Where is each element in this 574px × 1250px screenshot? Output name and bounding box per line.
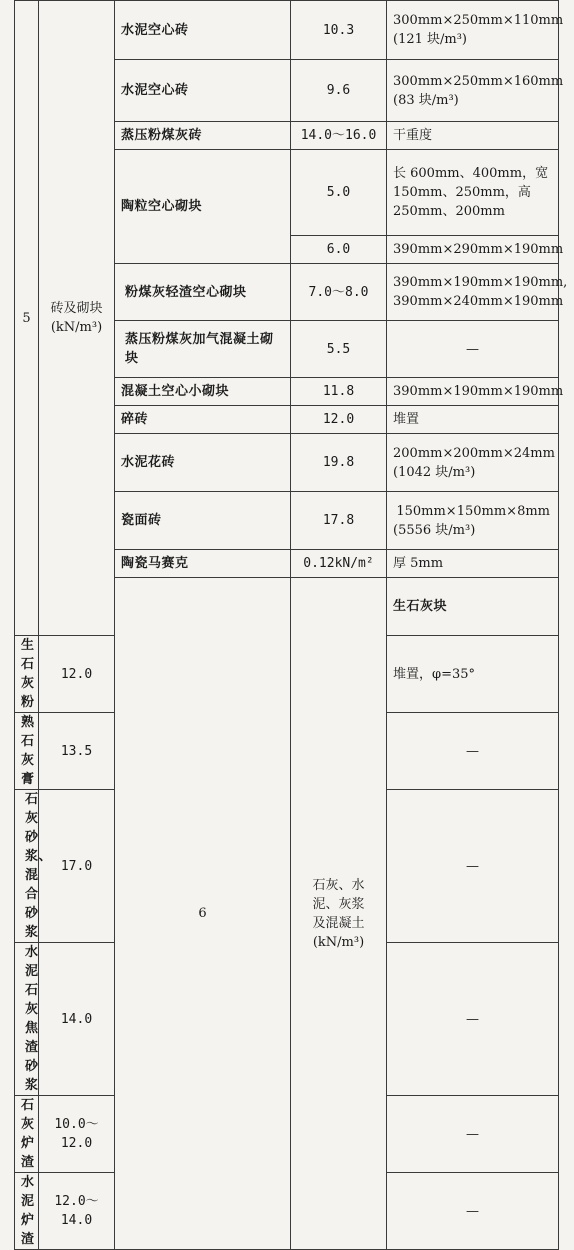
weight-value: 5.5 <box>291 321 387 378</box>
remark: 300mm×250mm×110mm (121 块/m³) <box>387 1 559 60</box>
material-name: 碎砖 <box>115 406 291 434</box>
remark: 300mm×250mm×160mm (83 块/m³) <box>387 60 559 122</box>
material-name: 水泥空心砖 <box>115 1 291 60</box>
table-row <box>15 1 559 60</box>
group-number: 5 <box>15 1 39 636</box>
remark: — <box>387 943 559 1096</box>
remark: — <box>387 1173 559 1250</box>
material-name: 蒸压粉煤灰砖 <box>115 122 291 150</box>
weight-value: 13.5 <box>39 713 115 790</box>
material-name: 石灰砂浆、混合砂浆 <box>15 790 39 943</box>
weight-value: 5.0 <box>291 150 387 236</box>
material-name: 粉煤灰轻渣空心砌块 <box>115 264 291 321</box>
remark: 390mm×190mm×190mm, 390mm×240mm×190mm <box>387 264 559 321</box>
remark: 200mm×200mm×24mm (1042 块/m³) <box>387 434 559 492</box>
remark: 干重度 <box>387 122 559 150</box>
remark: — <box>387 321 559 378</box>
weight-value: 14.0～16.0 <box>291 122 387 150</box>
weight-value: 12.0 <box>291 406 387 434</box>
weight-value: 11.8 <box>291 378 387 406</box>
material-name: 熟石灰膏 <box>15 713 39 790</box>
material-weight-table <box>14 0 568 1250</box>
material-name: 陶瓷马赛克 <box>115 550 291 578</box>
weight-value: 10.0～12.0 <box>39 1096 115 1173</box>
remark: 厚 5mm <box>387 550 559 578</box>
remark: 堆置 <box>387 406 559 434</box>
remark: 150mm×150mm×8mm (5556 块/m³) <box>387 492 559 550</box>
remark: 堆置，φ=35° <box>387 636 559 713</box>
material-name: 石灰炉渣 <box>15 1096 39 1173</box>
weight-value: 17.0 <box>39 790 115 943</box>
material-name: 水泥花砖 <box>115 434 291 492</box>
remark: — <box>387 713 559 790</box>
remark: 长 600mm、400mm，宽 150mm、250mm，高 250mm、200mm <box>387 150 559 236</box>
weight-value: 0.12kN/m² <box>291 550 387 578</box>
weight-value: 9.6 <box>291 60 387 122</box>
group-category: 石灰、水 泥、灰浆 及混凝土 (kN/m³) <box>291 578 387 1250</box>
weight-value: 17.8 <box>291 492 387 550</box>
remark: 390mm×190mm×190mm <box>387 378 559 406</box>
material-name: 陶粒空心砌块 <box>115 150 291 264</box>
material-name: 蒸压粉煤灰加气混凝土砌块 <box>115 321 291 378</box>
material-name: 生石灰块 <box>387 578 559 636</box>
weight-value: 12.0～14.0 <box>39 1173 115 1250</box>
weight-value: 6.0 <box>291 236 387 264</box>
weight-value: 19.8 <box>291 434 387 492</box>
material-name: 混凝土空心小砌块 <box>115 378 291 406</box>
remark: 390mm×290mm×190mm <box>387 236 559 264</box>
material-name: 瓷面砖 <box>115 492 291 550</box>
remark: — <box>387 1096 559 1173</box>
weight-value: 10.3 <box>291 1 387 60</box>
weight-value: 14.0 <box>39 943 115 1096</box>
material-name: 水泥石灰焦渣砂浆 <box>15 943 39 1096</box>
weight-value: 7.0～8.0 <box>291 264 387 321</box>
material-name: 水泥空心砖 <box>115 60 291 122</box>
material-name: 生石灰粉 <box>15 636 39 713</box>
remark: — <box>387 790 559 943</box>
group-number: 6 <box>115 578 291 1250</box>
group-category: 砖及砌块 (kN/m³) <box>39 1 115 636</box>
material-name: 水泥炉渣 <box>15 1173 39 1250</box>
weight-value: 12.0 <box>39 636 115 713</box>
